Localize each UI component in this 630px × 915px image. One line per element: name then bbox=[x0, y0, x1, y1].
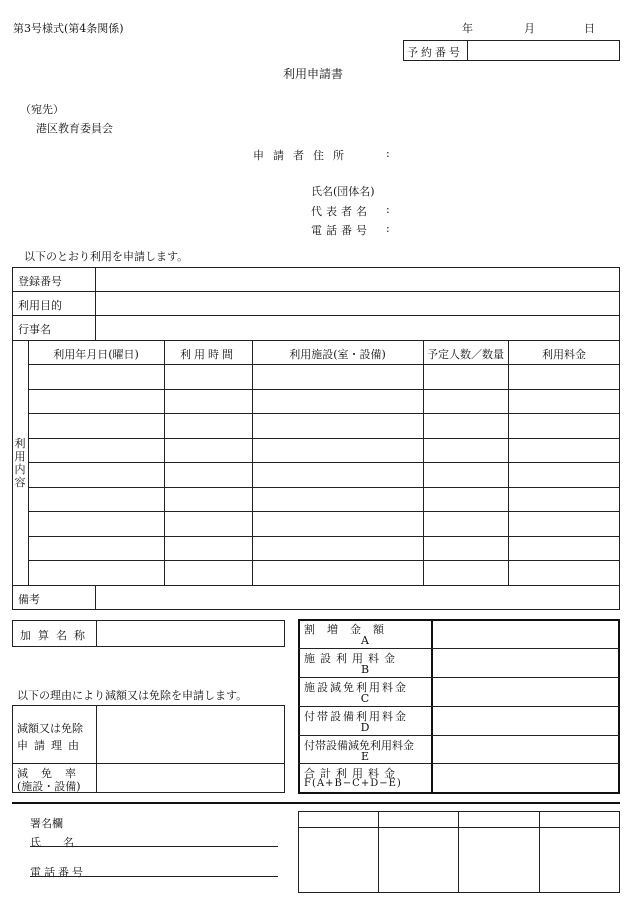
usage-content-side-label: 利用内容 bbox=[14, 437, 26, 489]
colon: : bbox=[386, 222, 390, 235]
fee-f-code: F(A+B−C+D−E) bbox=[304, 778, 402, 789]
addition-name-label: 加算名称 bbox=[20, 629, 92, 642]
applicant-name-label: 氏名(団体名) bbox=[311, 185, 375, 198]
fee-b-code: B bbox=[360, 663, 370, 676]
phone-label: 電話番号 bbox=[311, 224, 371, 237]
document-title: 利用申請書 bbox=[283, 67, 344, 81]
fee-d-field[interactable] bbox=[434, 707, 617, 734]
fee-b-field[interactable] bbox=[434, 649, 617, 676]
colon: : bbox=[386, 203, 390, 216]
registration-number-field[interactable] bbox=[97, 268, 619, 290]
fee-e-field[interactable] bbox=[434, 736, 617, 762]
fee-total-field[interactable] bbox=[434, 764, 617, 791]
reservation-number-field[interactable] bbox=[469, 41, 619, 60]
fee-d-code: D bbox=[360, 721, 370, 734]
col-quantity: 予定人数／数量 bbox=[427, 348, 504, 361]
col-usage-time: 利用時間 bbox=[180, 348, 236, 361]
phone-field[interactable] bbox=[396, 220, 616, 238]
form-number: 第3号様式(第4条関係) bbox=[13, 22, 124, 35]
col-fee: 利用料金 bbox=[542, 348, 586, 361]
fee-f-label: 合計利用料金 bbox=[304, 767, 400, 780]
signature-name-label: 氏名 bbox=[30, 836, 96, 849]
fee-d-label: 付帯設備利用料金 bbox=[304, 710, 408, 723]
signature-phone-label: 電話番号 bbox=[30, 866, 86, 879]
reduction-rate-field[interactable] bbox=[98, 764, 284, 792]
date-month-label: 月 bbox=[524, 22, 535, 35]
representative-field[interactable] bbox=[396, 201, 616, 219]
representative-label: 代表者名 bbox=[311, 205, 371, 218]
usage-rows-area[interactable] bbox=[29, 365, 619, 584]
signature-name-field[interactable] bbox=[100, 830, 276, 845]
reduction-reason-field[interactable] bbox=[98, 706, 284, 762]
col-usage-date: 利用年月日(曜日) bbox=[53, 348, 139, 361]
fee-e-label: 付帯設備減免利用料金 bbox=[304, 739, 414, 752]
fee-c-code: C bbox=[360, 692, 370, 705]
fee-a-field[interactable] bbox=[434, 621, 617, 647]
office-use-cell-3[interactable] bbox=[459, 828, 538, 892]
office-use-cell-4[interactable] bbox=[540, 828, 619, 892]
reservation-number-label: 予約番号 bbox=[407, 46, 463, 59]
section-divider bbox=[12, 802, 620, 804]
addition-name-field[interactable] bbox=[98, 621, 284, 646]
fee-b-label: 施設利用料金 bbox=[304, 652, 400, 665]
applicant-address-label: 申請者住所 bbox=[253, 149, 353, 162]
applicant-name-field[interactable] bbox=[395, 181, 615, 199]
fee-c-label: 施設減免利用料金 bbox=[304, 681, 408, 694]
purpose-field[interactable] bbox=[97, 292, 619, 314]
addressee-prefix: （宛先） bbox=[20, 103, 64, 116]
colon: : bbox=[386, 147, 390, 160]
reduction-reason-label-2: 申請理由 bbox=[17, 739, 85, 752]
office-use-cell-1[interactable] bbox=[299, 828, 377, 892]
registration-number-label: 登録番号 bbox=[18, 275, 62, 288]
fee-c-field[interactable] bbox=[434, 678, 617, 705]
reduction-rate-label-1: 減免率 bbox=[17, 767, 89, 780]
fee-a-label: 割増金額 bbox=[304, 623, 396, 636]
addressee: 港区教育委員会 bbox=[36, 122, 113, 135]
office-use-cell-2[interactable] bbox=[379, 828, 457, 892]
signature-phone-field[interactable] bbox=[100, 860, 276, 875]
fee-a-code: A bbox=[361, 634, 369, 647]
applicant-address-field[interactable] bbox=[396, 145, 616, 163]
date-year-label: 年 bbox=[462, 22, 473, 35]
remarks-label: 備考 bbox=[18, 593, 40, 606]
remarks-field[interactable] bbox=[97, 586, 619, 609]
col-facility: 利用施設(室・設備) bbox=[289, 348, 386, 361]
reduction-intro: 以下の理由により減額又は免除を申請します。 bbox=[17, 689, 248, 702]
event-name-field[interactable] bbox=[97, 316, 619, 339]
date-day-label: 日 bbox=[584, 22, 595, 35]
purpose-label: 利用目的 bbox=[18, 299, 62, 312]
fee-e-code: E bbox=[360, 750, 370, 763]
intro-text: 以下のとおり利用を申請します。 bbox=[24, 250, 189, 263]
reduction-reason-label-1: 減額又は免除 bbox=[17, 722, 83, 735]
event-name-label: 行事名 bbox=[18, 323, 51, 336]
reduction-rate-label-2: (施設・設備) bbox=[17, 780, 81, 793]
signature-section-label: 署名欄 bbox=[30, 817, 63, 830]
